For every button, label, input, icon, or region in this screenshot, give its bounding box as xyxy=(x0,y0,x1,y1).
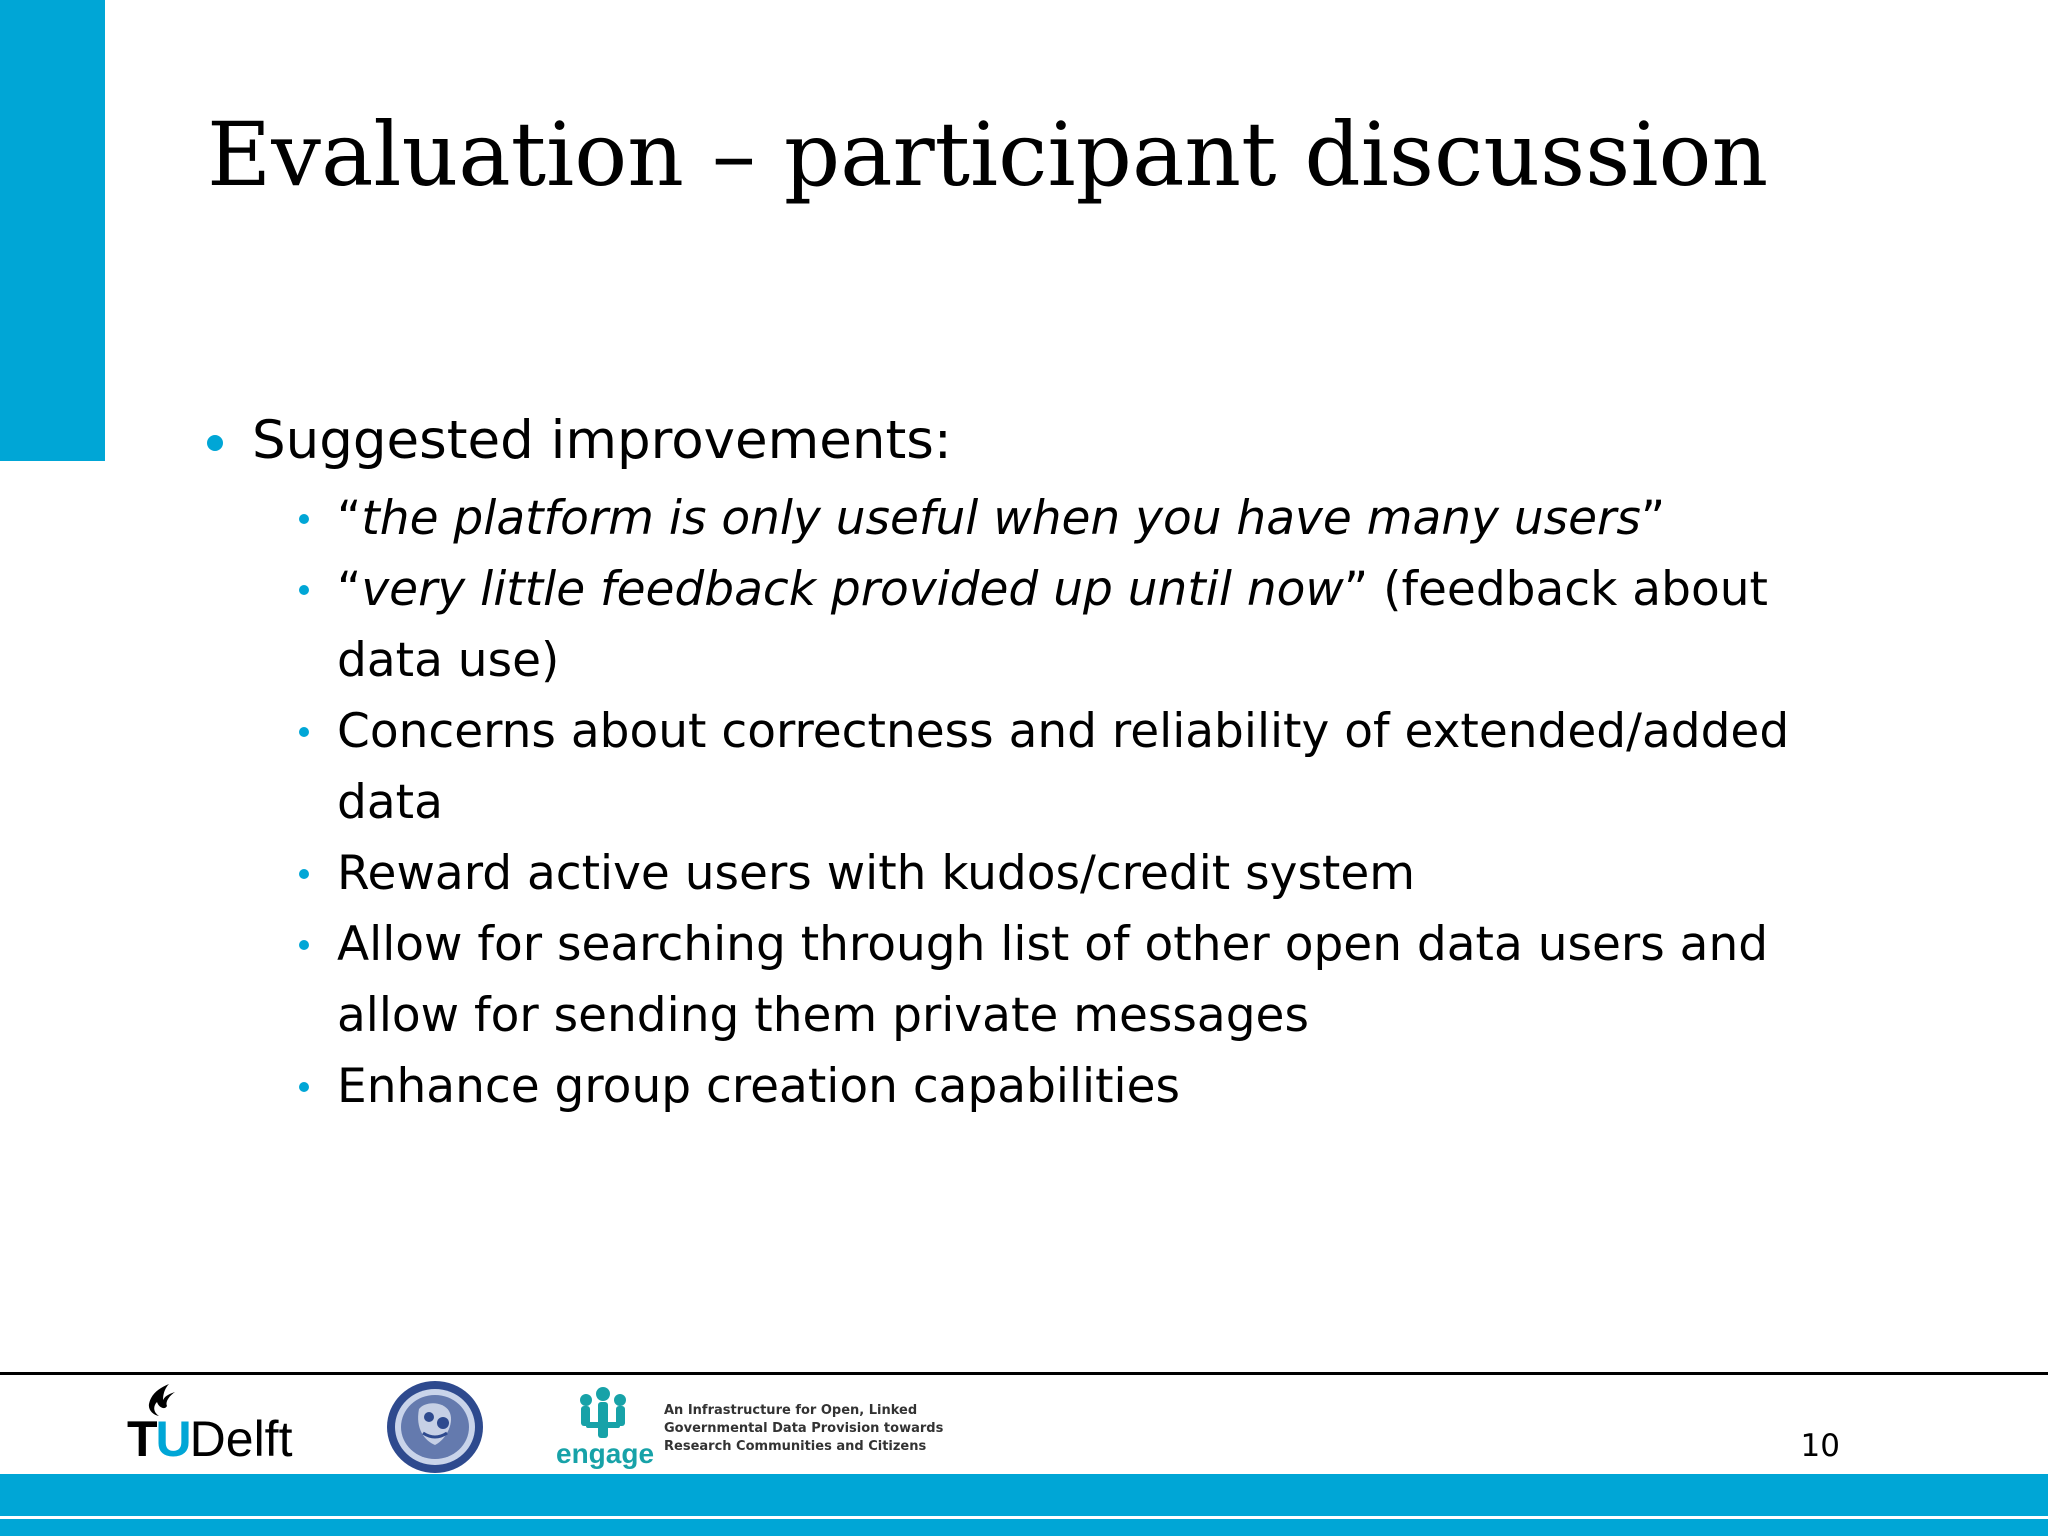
university-seal-icon xyxy=(385,1379,485,1475)
sub-bullet-text: Reward active users with kudos/credit system xyxy=(337,846,1416,901)
bullet-dot-icon xyxy=(207,435,223,451)
tagline-line: Governmental Data Provision towards xyxy=(664,1421,944,1436)
slide-content xyxy=(207,405,1867,1122)
engage-logo xyxy=(556,1386,655,1469)
footer-band-stripe xyxy=(0,1516,2048,1519)
quote-mark: “ xyxy=(337,491,362,546)
sub-bullet-item xyxy=(337,1051,1867,1122)
main-bullet xyxy=(207,405,1867,477)
sub-bullet-item xyxy=(337,696,1867,838)
main-bullet-text: Suggested improvements: xyxy=(252,410,952,471)
bullet-dot-icon xyxy=(299,585,309,595)
sub-bullet-list xyxy=(207,483,1867,1122)
tudelft-u: U xyxy=(155,1411,190,1467)
accent-bar xyxy=(0,0,105,461)
quote-text: the platform is only useful when you have many users xyxy=(361,491,1641,546)
sub-bullet-item xyxy=(337,483,1867,554)
footer-divider xyxy=(0,1372,2048,1375)
quote-mark: “ xyxy=(337,562,362,617)
sub-bullet-text: Concerns about correctness and reliability of extended/added data xyxy=(337,704,1790,830)
tagline-line: Research Communities and Citizens xyxy=(664,1439,927,1454)
sub-bullet-text: Enhance group creation capabilities xyxy=(337,1059,1180,1114)
tagline-line: An Infrastructure for Open, Linked xyxy=(664,1403,918,1418)
page-number: 10 xyxy=(1800,1428,1840,1464)
footer-band xyxy=(0,1474,2048,1536)
engage-tagline xyxy=(664,1402,984,1456)
bullet-dot-icon xyxy=(299,940,309,950)
tudelft-delft: Delft xyxy=(189,1411,293,1467)
sub-bullet-item xyxy=(337,554,1867,696)
sub-bullet-text: Allow for searching through list of other open data users and allow for sending them private messages xyxy=(337,917,1769,1043)
quote-mark: ” xyxy=(1640,491,1666,546)
bullet-dot-icon xyxy=(299,869,309,879)
quote-mark: ” xyxy=(1343,562,1369,617)
sub-bullet-item xyxy=(337,909,1867,1051)
people-tree-icon xyxy=(556,1386,651,1442)
tudelft-logo xyxy=(127,1382,332,1467)
bullet-dot-icon xyxy=(299,514,309,524)
sub-bullet-rest: (feedback about data use) xyxy=(337,562,1768,688)
engage-wordmark: engage xyxy=(556,1438,655,1469)
slide-title: Evaluation – participant discussion xyxy=(207,103,1769,206)
bullet-dot-icon xyxy=(299,1082,309,1092)
bullet-dot-icon xyxy=(299,727,309,737)
tudelft-wordmark xyxy=(127,1411,293,1467)
sub-bullet-item xyxy=(337,838,1867,909)
tudelft-t: T xyxy=(127,1411,156,1467)
quote-text: very little feedback provided up until now xyxy=(361,562,1344,617)
